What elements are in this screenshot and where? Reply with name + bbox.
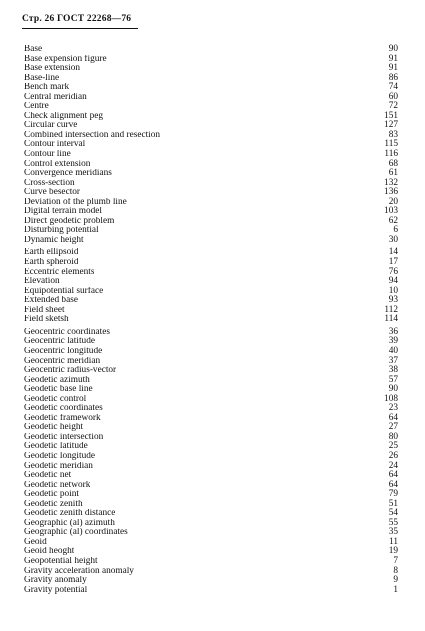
index-page-number: 1	[393, 584, 398, 595]
index-term: Gravity potential	[24, 585, 88, 595]
index-term: Eccentric elements	[24, 267, 95, 277]
index-term: Direct geodetic problem	[24, 216, 115, 226]
index-term: Contour interval	[24, 140, 86, 150]
index-page-number: 25	[388, 441, 398, 452]
index-page-number: 11	[389, 536, 398, 547]
index-term: Bench mark	[24, 83, 70, 93]
index-entry	[24, 404, 398, 414]
index-term: Central meridian	[24, 92, 87, 102]
index-entry	[24, 45, 398, 55]
index-page-number: 26	[388, 450, 398, 461]
index-page-number: 93	[388, 295, 398, 306]
index-entry	[24, 169, 398, 179]
index-term: Earth spheroid	[24, 258, 79, 268]
index-page-number: 80	[388, 431, 398, 442]
index-entry	[24, 236, 398, 246]
index-term: Contour line	[24, 150, 71, 160]
index-entry	[24, 248, 398, 258]
index-term: Geodetic network	[24, 480, 91, 490]
index-term: Digital terrain model	[24, 207, 102, 217]
index-page-number: 132	[384, 177, 398, 188]
index-entry	[24, 586, 398, 596]
index-term: Deviation of the plumb line	[24, 197, 127, 207]
index-term: Geoid heoght	[24, 547, 75, 557]
index-page-number: 136	[384, 187, 398, 198]
index-term: Field sheet	[24, 305, 65, 315]
index-page-number: 90	[388, 384, 398, 395]
index-entry	[24, 179, 398, 189]
index-entry	[24, 452, 398, 462]
index-page-number: 74	[388, 82, 398, 93]
index-page-number: 7	[393, 555, 398, 566]
index-page-number: 17	[388, 257, 398, 268]
index-page-number: 8	[393, 565, 398, 576]
index-term: Field sketsh	[24, 315, 69, 325]
index-term: Geopotential height	[24, 556, 98, 566]
index-term: Geodetic height	[24, 423, 84, 433]
index-term: Geodetic point	[24, 490, 79, 500]
index-term: Base expension figure	[24, 54, 107, 64]
index-term: Geodetic azimuth	[24, 375, 90, 385]
index-page-number: 116	[384, 149, 398, 160]
index-term: Geodetic coordinates	[24, 404, 103, 414]
index-entry	[24, 490, 398, 500]
index-term: Cross-section	[24, 178, 75, 188]
index-term: Geodetic meridian	[24, 461, 93, 471]
index-page-number: 91	[388, 53, 398, 64]
index-page-number: 61	[388, 168, 398, 179]
index-page-number: 151	[384, 110, 398, 121]
index-term: Geodetic framework	[24, 413, 101, 423]
index-term: Geographic (al) azimuth	[24, 518, 115, 528]
index-page-number: 64	[388, 470, 398, 481]
index-page-number: 103	[384, 206, 398, 217]
index-page-number: 90	[388, 44, 398, 54]
index-term: Geoid	[24, 537, 47, 547]
index-entry	[24, 83, 398, 93]
index-entry	[24, 528, 398, 538]
index-entry	[24, 64, 398, 74]
index-entry	[24, 462, 398, 472]
index-term: Base extension	[24, 64, 81, 74]
index-page-number: 51	[388, 498, 398, 509]
index-entry	[24, 423, 398, 433]
index-term: Elevation	[24, 277, 60, 287]
index-page-number: 20	[388, 196, 398, 207]
index-page-number: 39	[388, 336, 398, 347]
index-page-number: 83	[388, 129, 398, 140]
index-entry	[24, 150, 398, 160]
index-page-number: 108	[384, 393, 398, 404]
index-page-number: 57	[388, 374, 398, 385]
index-term: Disturbing potential	[24, 226, 99, 236]
index-entry	[24, 315, 398, 325]
index-entry	[24, 385, 398, 395]
index-term: Extended base	[24, 296, 78, 306]
index-page-number: 86	[388, 72, 398, 83]
index-entry	[24, 102, 398, 112]
index-entry	[24, 277, 398, 287]
index-page-number: 68	[388, 158, 398, 169]
index-page-number: 76	[388, 266, 398, 277]
index-term: Geodetic net	[24, 471, 72, 481]
index-entry	[24, 576, 398, 586]
index-page-number: 114	[384, 314, 398, 325]
index-term: Geocentric latitude	[24, 337, 95, 347]
index-entry	[24, 337, 398, 347]
index-term: Earth ellipsoid	[24, 248, 79, 258]
term-index	[24, 45, 398, 595]
index-page-number: 72	[388, 101, 398, 112]
index-entry	[24, 258, 398, 268]
index-term: Geographic (al) coordinates	[24, 528, 128, 538]
index-term: Geocentric coordinates	[24, 327, 110, 337]
index-term: Circular curve	[24, 121, 78, 131]
index-entry	[24, 74, 398, 84]
index-entry	[24, 547, 398, 557]
index-page-number: 91	[388, 63, 398, 74]
index-term: Gravity anomaly	[24, 576, 87, 586]
index-entry	[24, 306, 398, 316]
index-term: Dynamic height	[24, 235, 84, 245]
index-page-number: 55	[388, 517, 398, 528]
index-term: Gravity acceleration anomaly	[24, 566, 134, 576]
index-term: Geocentric meridian	[24, 356, 101, 366]
index-term: Control extension	[24, 159, 91, 169]
index-page-number: 62	[388, 215, 398, 226]
index-entry	[24, 433, 398, 443]
index-entry	[24, 557, 398, 567]
index-page-number: 38	[388, 365, 398, 376]
index-entry	[24, 226, 398, 236]
index-entry	[24, 207, 398, 217]
index-page-number: 64	[388, 479, 398, 490]
index-entry	[24, 121, 398, 131]
index-term: Combined intersection and resection	[24, 130, 161, 140]
index-entry	[24, 160, 398, 170]
index-entry	[24, 414, 398, 424]
index-page-number: 24	[388, 460, 398, 471]
index-entry	[24, 287, 398, 297]
index-page-number: 112	[384, 304, 398, 315]
index-entry	[24, 328, 398, 338]
index-page-number: 19	[388, 546, 398, 557]
index-page-number: 79	[388, 489, 398, 500]
index-page-number: 35	[388, 527, 398, 538]
index-term: Base	[24, 45, 43, 54]
index-page-number: 60	[388, 91, 398, 102]
index-entry	[24, 395, 398, 405]
index-entry	[24, 93, 398, 103]
page-header: Стр. 26 ГОСТ 22268—76	[22, 14, 132, 24]
index-entry	[24, 567, 398, 577]
index-page-number: 37	[388, 355, 398, 366]
index-term: Geodetic zenith	[24, 499, 83, 509]
index-page-number: 14	[388, 247, 398, 258]
index-entry	[24, 509, 398, 519]
index-entry	[24, 296, 398, 306]
index-term: Geodetic longitude	[24, 451, 95, 461]
index-page-number: 115	[384, 139, 398, 150]
index-entry	[24, 366, 398, 376]
index-entry	[24, 217, 398, 227]
index-term: Geocentric longitude	[24, 346, 103, 356]
index-entry	[24, 538, 398, 548]
index-page-number: 94	[388, 276, 398, 287]
index-entry	[24, 500, 398, 510]
index-page-number: 40	[388, 345, 398, 356]
index-term: Check alignment peg	[24, 111, 104, 121]
index-term: Geodetic control	[24, 394, 87, 404]
index-entry	[24, 188, 398, 198]
index-entry	[24, 198, 398, 208]
index-term: Centre	[24, 102, 49, 112]
index-entry	[24, 268, 398, 278]
header-rule	[22, 28, 138, 29]
index-page-number: 54	[388, 508, 398, 519]
index-entry	[24, 442, 398, 452]
index-term: Equipotential surface	[24, 286, 104, 296]
index-entry	[24, 112, 398, 122]
index-page-number: 36	[388, 326, 398, 337]
index-term: Geodetic latitude	[24, 442, 88, 452]
index-entry	[24, 131, 398, 141]
index-entry	[24, 55, 398, 65]
index-entry	[24, 347, 398, 357]
index-term: Geocentric radius-vector	[24, 366, 117, 376]
index-page-number: 6	[393, 225, 398, 236]
index-term: Curve besector	[24, 188, 81, 198]
index-page-number: 30	[388, 234, 398, 245]
index-entry	[24, 357, 398, 367]
index-entry	[24, 519, 398, 529]
index-entry	[24, 376, 398, 386]
index-entry	[24, 140, 398, 150]
index-term: Geodetic intersection	[24, 432, 104, 442]
index-page-number: 64	[388, 412, 398, 423]
index-page-number: 23	[388, 403, 398, 414]
index-page-number: 27	[388, 422, 398, 433]
index-page-number: 9	[393, 575, 398, 586]
index-term: Geodetic base line	[24, 385, 93, 395]
index-entry	[24, 481, 398, 491]
index-entry	[24, 471, 398, 481]
index-page-number: 10	[388, 285, 398, 296]
index-page-number: 127	[384, 120, 398, 131]
index-term: Convergence meridians	[24, 169, 112, 179]
index-term: Base-line	[24, 73, 60, 83]
index-term: Geodetic zenith distance	[24, 509, 116, 519]
